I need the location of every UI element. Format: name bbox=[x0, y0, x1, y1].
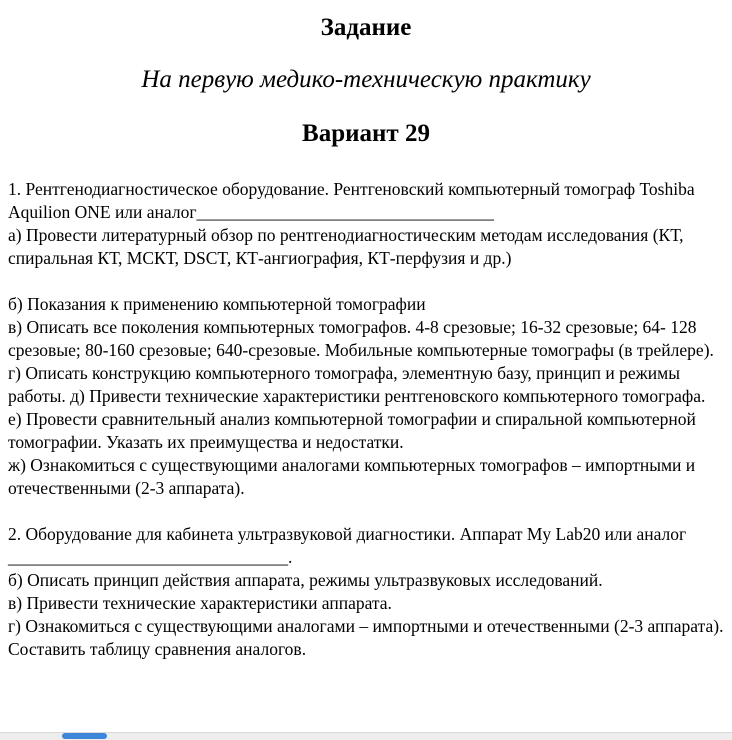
paragraph-item1-g-d: г) Описать конструкцию компьютерного томографа, элементную базу, принцип и режимы работы. д) Привести технические характеристики рентгеновского компьютерного томографа. bbox=[8, 363, 706, 406]
paragraph-item1-v: в) Описать все поколения компьютерных томографов. 4-8 срезовые; 16-32 срезовые; 64- 128 срезовые; 80-160 срезовые; 640-срезовые. Мобильные компьютерные томографы (в трейлере). bbox=[8, 317, 714, 360]
horizontal-scrollbar-track[interactable] bbox=[0, 732, 732, 740]
document-subtitle: На первую медико-техническую практику bbox=[141, 66, 591, 93]
paragraph-item1-a: а) Провести литературный обзор по рентгенодиагностическим методам исследования (КТ, спиральная КТ, МСКТ, DSCT, КТ-ангиография, КТ-перфузия и др.) bbox=[8, 225, 684, 268]
paragraph-item1-b: б) Показания к применению компьютерной томографии bbox=[8, 294, 426, 314]
paragraph-item2-v: в) Привести технические характеристики аппарата. bbox=[8, 593, 392, 613]
paragraph-item1-intro: 1. Рентгенодиагностическое оборудование. Рентгеновский компьютерный томограф Toshiba Aquilion ONE или аналог__________________________________ bbox=[8, 179, 695, 222]
document-title: Задание bbox=[320, 14, 412, 41]
horizontal-scrollbar-thumb[interactable] bbox=[62, 733, 107, 739]
variant-heading: Вариант 29 bbox=[302, 120, 430, 147]
paragraph-item2-b: б) Описать принцип действия аппарата, режимы ультразвуковых исследований. bbox=[8, 570, 603, 590]
paragraph-item1-e: е) Провести сравнительный анализ компьютерной томографии и спиральной компьютерной томографии. Указать их преимущества и недостатки. bbox=[8, 409, 696, 452]
paragraph-item2-intro: 2. Оборудование для кабинета ультразвуковой диагностики. Аппарат My Lab20 или аналог ________________________________. bbox=[8, 524, 687, 567]
paragraph-item2-g: г) Ознакомиться с существующими аналогами – импортными и отечественными (2-3 аппарата). Составить таблицу сравнения аналогов. bbox=[8, 616, 724, 659]
paragraph-item1-zh: ж) Ознакомиться с существующими аналогами компьютерных томографов – импортными и отечественными (2-3 аппарата). bbox=[8, 455, 696, 498]
